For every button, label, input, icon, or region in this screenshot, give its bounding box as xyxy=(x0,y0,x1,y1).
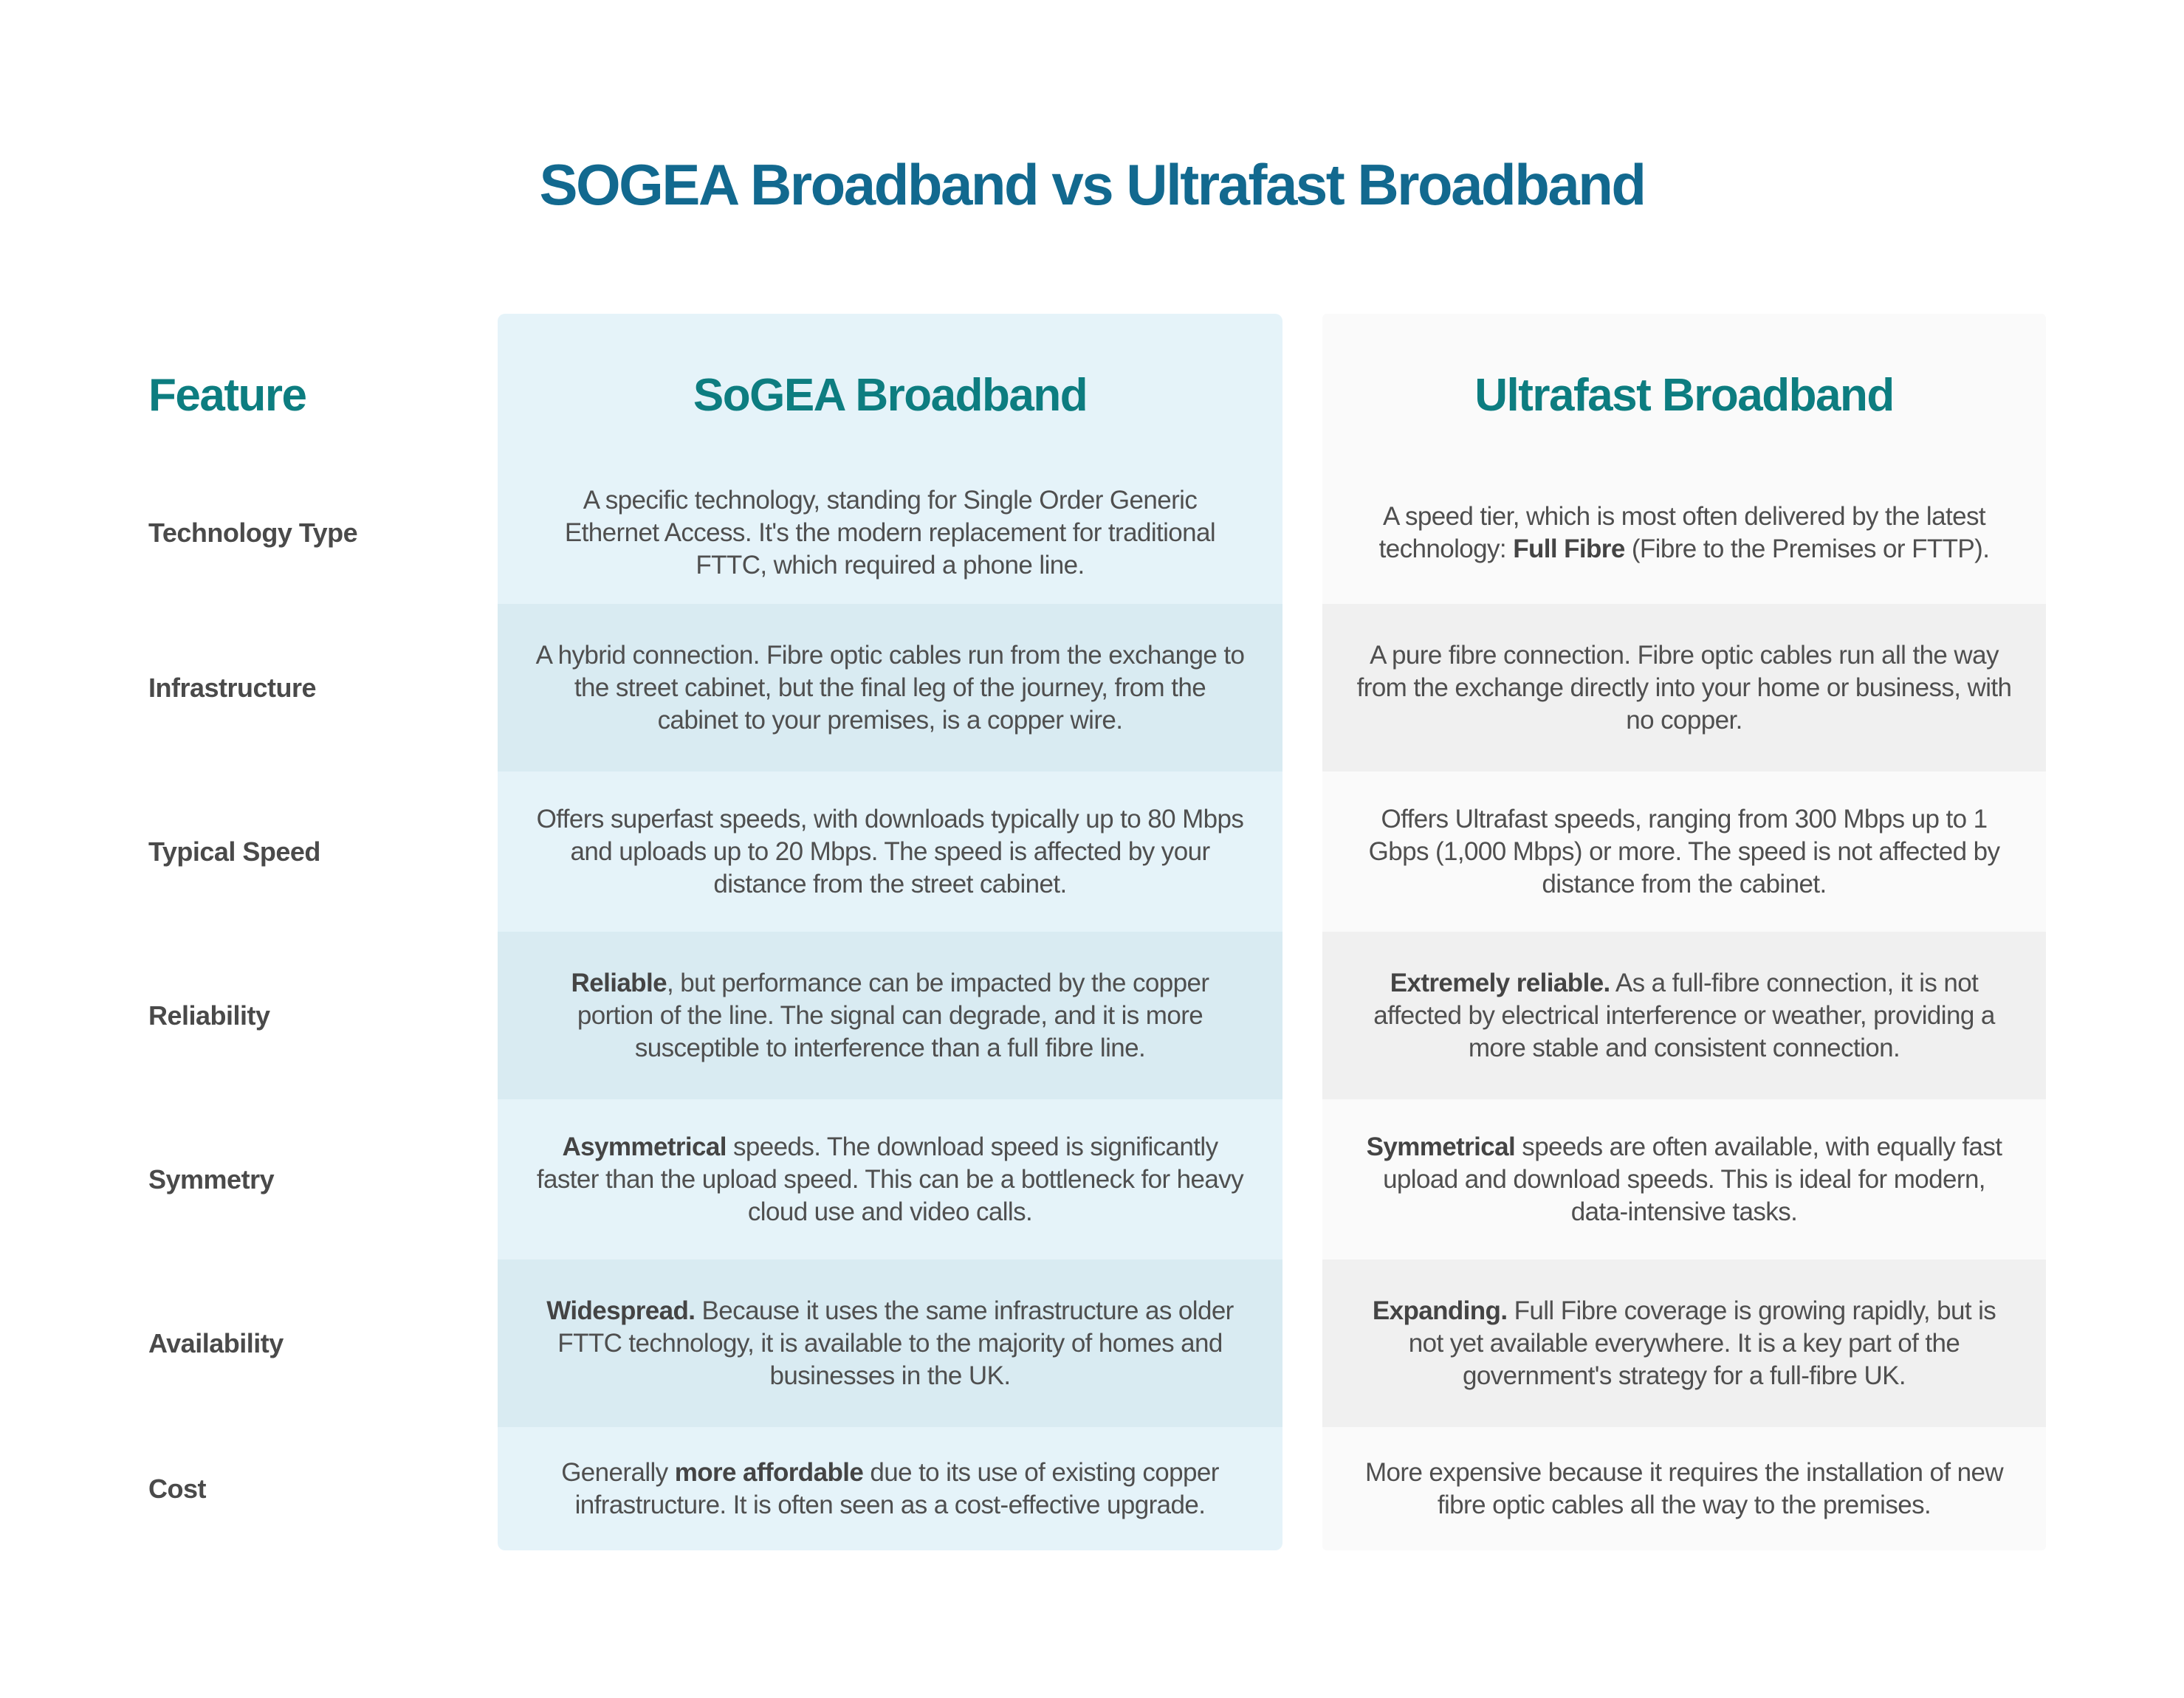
sogea-cell-text: , but performance can be impacted by the copper portion of the line. The signal can degrade, and it is more susceptible to interference than a full fibre line. xyxy=(577,968,1209,1062)
ultrafast-cell xyxy=(1356,1099,2013,1259)
sogea-cell xyxy=(535,604,1246,771)
row-label: Availability xyxy=(148,1327,284,1358)
ultrafast-cell-highlight: Extremely reliable. xyxy=(1390,968,1610,997)
table-row-technology-type xyxy=(0,461,2184,604)
ultrafast-cell-text: Full Fibre coverage is growing rapidly, but is not yet available everywhere. It is a key part of the government's strategy for a full-fibre UK. xyxy=(1408,1296,1996,1390)
row-label: Technology Type xyxy=(148,517,358,548)
ultrafast-cell-text: More expensive because it requires the installation of new fibre optic cables all the way to the premises. xyxy=(1364,1457,2004,1519)
table-row-symmetry xyxy=(0,1099,2184,1259)
sogea-cell-text: Offers superfast speeds, with downloads typically up to 80 Mbps and uploads up to 20 Mbps. The speed is affected by your distance from the street cabinet. xyxy=(536,804,1244,898)
row-label: Infrastructure xyxy=(148,672,317,703)
page-title: SOGEA Broadband vs Ultrafast Broadband xyxy=(539,152,1645,217)
ultrafast-cell-text: A pure fibre connection. Fibre optic cables run all the way from the exchange directly into your home or business, with no copper. xyxy=(1356,640,2012,735)
ultrafast-cell xyxy=(1356,1427,2013,1550)
table-row-availability xyxy=(0,1259,2184,1427)
ultrafast-cell xyxy=(1356,932,2013,1099)
table-row-infrastructure xyxy=(0,604,2184,771)
table-row-cost xyxy=(0,1427,2184,1550)
table-row-typical-speed xyxy=(0,771,2184,932)
sogea-cell-text: Because it uses the same infrastructure as older FTTC technology, it is available to the majority of homes and businesses in the UK. xyxy=(557,1296,1234,1390)
sogea-cell xyxy=(535,771,1246,932)
row-label: Cost xyxy=(148,1473,206,1504)
table-row-reliability xyxy=(0,932,2184,1099)
ultrafast-cell-text: Offers Ultrafast speeds, ranging from 300 Mbps up to 1 Gbps (1,000 Mbps) or more. The speed is not affected by distance from the cabinet. xyxy=(1368,804,2000,898)
ultrafast-cell-highlight: Symmetrical xyxy=(1366,1132,1516,1161)
sogea-cell-text: A specific technology, standing for Single Order Generic Ethernet Access. It's the modern replacement for traditional FTTC, which required a phone line. xyxy=(564,485,1216,580)
sogea-cell xyxy=(535,1427,1246,1550)
sogea-cell-text: A hybrid connection. Fibre optic cables run from the exchange to the street cabinet, but the final leg of the journey, from the cabinet to your premises, is a copper wire. xyxy=(535,640,1245,735)
sogea-cell-text: speeds. The download speed is significantly faster than the upload speed. This can be a bottleneck for heavy cloud use and video calls. xyxy=(536,1132,1244,1226)
sogea-cell xyxy=(535,1259,1246,1427)
ultrafast-cell-text-pre: A speed tier, which is most often delivered by the latest technology: xyxy=(1378,501,1985,563)
ultrafast-cell-highlight: Full Fibre xyxy=(1513,534,1625,563)
sogea-cell-highlight: more affordable xyxy=(674,1457,864,1487)
sogea-cell-highlight: Asymmetrical xyxy=(562,1132,727,1161)
row-label: Reliability xyxy=(148,1000,270,1031)
sogea-cell xyxy=(535,461,1246,604)
row-label: Symmetry xyxy=(148,1163,275,1195)
ultrafast-cell-text-post: (Fibre to the Premises or FTTP). xyxy=(1624,534,1990,563)
sogea-cell-text-pre: Generally xyxy=(561,1457,675,1487)
ultrafast-cell-highlight: Expanding. xyxy=(1372,1296,1508,1325)
ultrafast-cell xyxy=(1356,771,2013,932)
sogea-cell-highlight: Widespread. xyxy=(546,1296,696,1325)
sogea-cell xyxy=(535,932,1246,1099)
sogea-column-header: SoGEA Broadband xyxy=(693,369,1088,421)
sogea-cell-text-post: due to its use of existing copper infrastructure. It is often seen as a cost-effective upgrade. xyxy=(574,1457,1219,1519)
ultrafast-cell-text: As a full-fibre connection, it is not affected by electrical interference or weather, providing a more stable and consistent connection. xyxy=(1373,968,1995,1062)
ultrafast-cell xyxy=(1356,461,2013,604)
ultrafast-cell xyxy=(1356,604,2013,771)
feature-column-header: Feature xyxy=(148,369,306,421)
ultrafast-column-header: Ultrafast Broadband xyxy=(1474,369,1894,421)
ultrafast-cell-text: speeds are often available, with equally fast upload and download speeds. This is ideal for modern, data-intensive tasks. xyxy=(1383,1132,2002,1226)
ultrafast-cell xyxy=(1356,1259,2013,1427)
sogea-cell-highlight: Reliable xyxy=(571,968,667,997)
sogea-cell xyxy=(535,1099,1246,1259)
row-label: Typical Speed xyxy=(148,836,320,867)
